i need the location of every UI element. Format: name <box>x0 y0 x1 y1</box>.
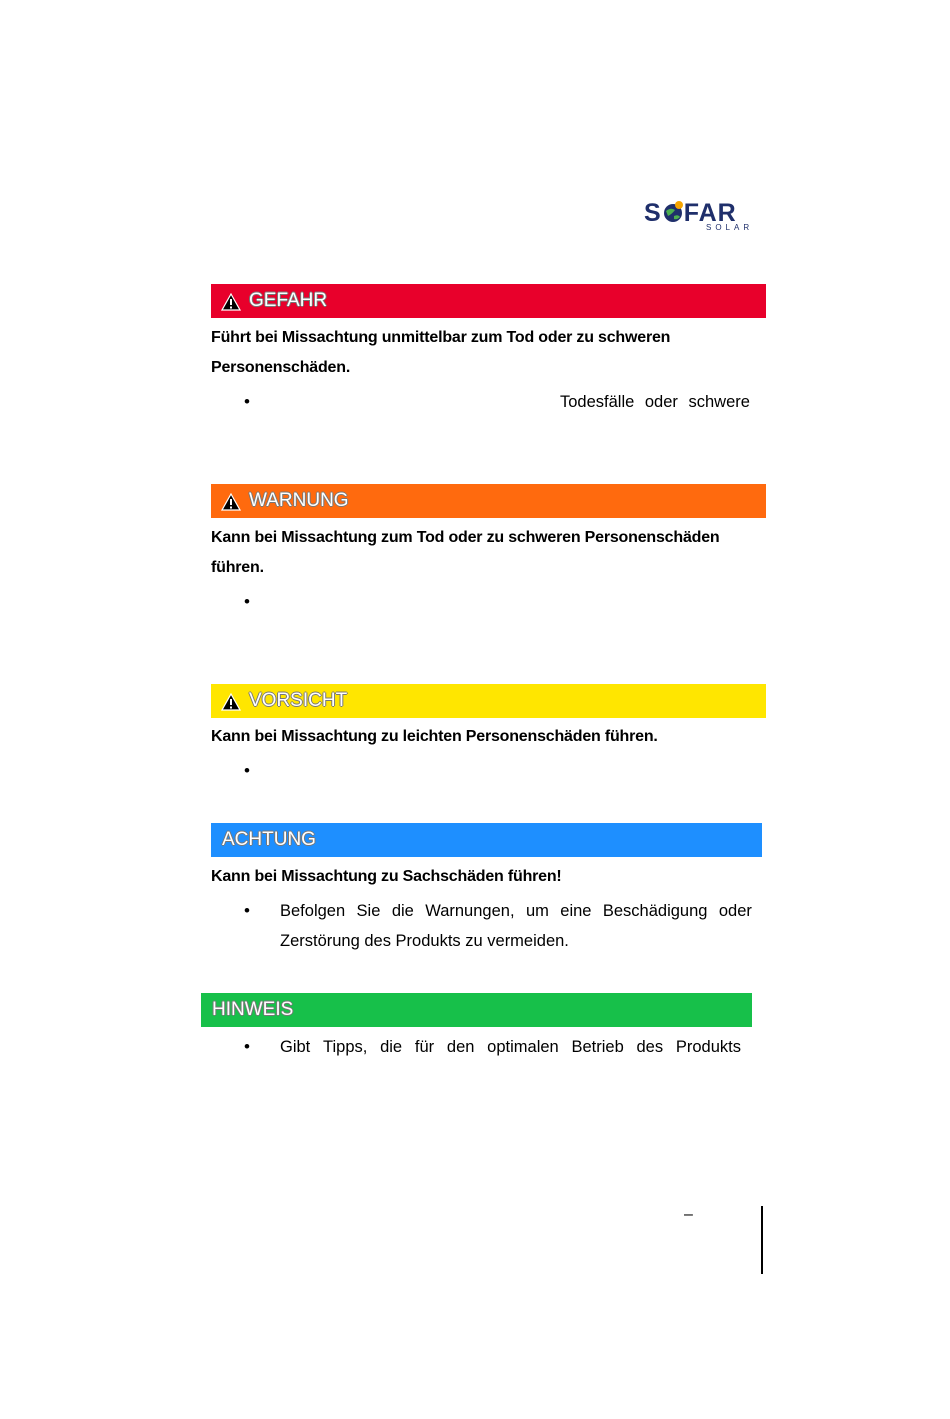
caution-label: VORSICHT <box>249 690 348 711</box>
logo-letters-far: FAR <box>683 199 737 227</box>
hint-banner <box>201 993 752 1027</box>
notice-label: ACHTUNG <box>222 829 316 850</box>
notice-description: Kann bei Missachtung zu Sachschäden führen! <box>211 868 562 885</box>
warning-description-line2: führen. <box>211 559 264 576</box>
danger-banner <box>211 284 766 318</box>
page-margin-bar <box>761 1206 763 1274</box>
notice-bullet-line1 <box>280 901 752 921</box>
page-number-dash: – <box>684 1206 693 1223</box>
danger-description-line2: Personenschäden. <box>211 359 351 376</box>
sofar-solar-logo <box>644 200 768 234</box>
hint-bullet-word: den <box>446 1038 475 1056</box>
warning-triangle-icon <box>221 493 241 511</box>
logo-subtitle: SOLAR <box>706 223 754 232</box>
danger-label: GEFAHR <box>249 290 328 311</box>
caution-banner <box>211 684 766 718</box>
warning-triangle-icon <box>221 693 241 711</box>
globe-icon <box>662 200 684 224</box>
hint-label: HINWEIS <box>212 999 294 1020</box>
hint-bullet-word: die <box>380 1038 403 1056</box>
hint-bullet-word: des <box>636 1038 664 1056</box>
notice-bullet-line2: Zerstörung des Produkts zu vermeiden. <box>280 932 569 950</box>
bullet: • <box>244 761 250 780</box>
notice-bullet-word: Sie <box>356 902 381 920</box>
notice-bullet-word: die <box>391 902 414 920</box>
notice-bullet-word: eine <box>560 902 592 920</box>
bullet: • <box>244 392 250 411</box>
hint-bullet-word: für <box>414 1038 435 1056</box>
hint-bullet-word: Gibt <box>280 1038 311 1056</box>
bullet: • <box>244 592 250 611</box>
warning-triangle-icon <box>221 293 241 311</box>
hint-bullet-word: optimalen <box>487 1038 559 1056</box>
caution-description: Kann bei Missachtung zu leichten Personenschäden führen. <box>211 728 658 745</box>
notice-bullet-word: Befolgen <box>280 902 346 920</box>
notice-banner <box>211 823 762 857</box>
notice-bullet-word: Beschädigung <box>602 902 708 920</box>
danger-bullet-text: Todesfälle oder schwere <box>560 393 750 411</box>
hint-bullet-word: Produkts <box>675 1038 741 1056</box>
notice-bullet-word: Warnungen, <box>425 902 515 920</box>
warning-description-line1: Kann bei Missachtung zum Tod oder zu schweren Personenschäden <box>211 529 720 546</box>
logo-letter-s: S <box>644 199 662 227</box>
hint-bullet-word: Tipps, <box>323 1038 368 1056</box>
bullet: • <box>244 901 250 920</box>
warning-banner <box>211 484 766 518</box>
danger-description-line1: Führt bei Missachtung unmittelbar zum Tod oder zu schweren <box>211 329 671 346</box>
hint-bullet-word: Betrieb <box>571 1038 624 1056</box>
hint-bullet-line1 <box>280 1037 741 1057</box>
notice-bullet-word: um <box>525 902 549 920</box>
bullet: • <box>244 1037 250 1056</box>
notice-bullet-word: oder <box>718 902 752 920</box>
warning-label: WARNUNG <box>249 490 349 511</box>
